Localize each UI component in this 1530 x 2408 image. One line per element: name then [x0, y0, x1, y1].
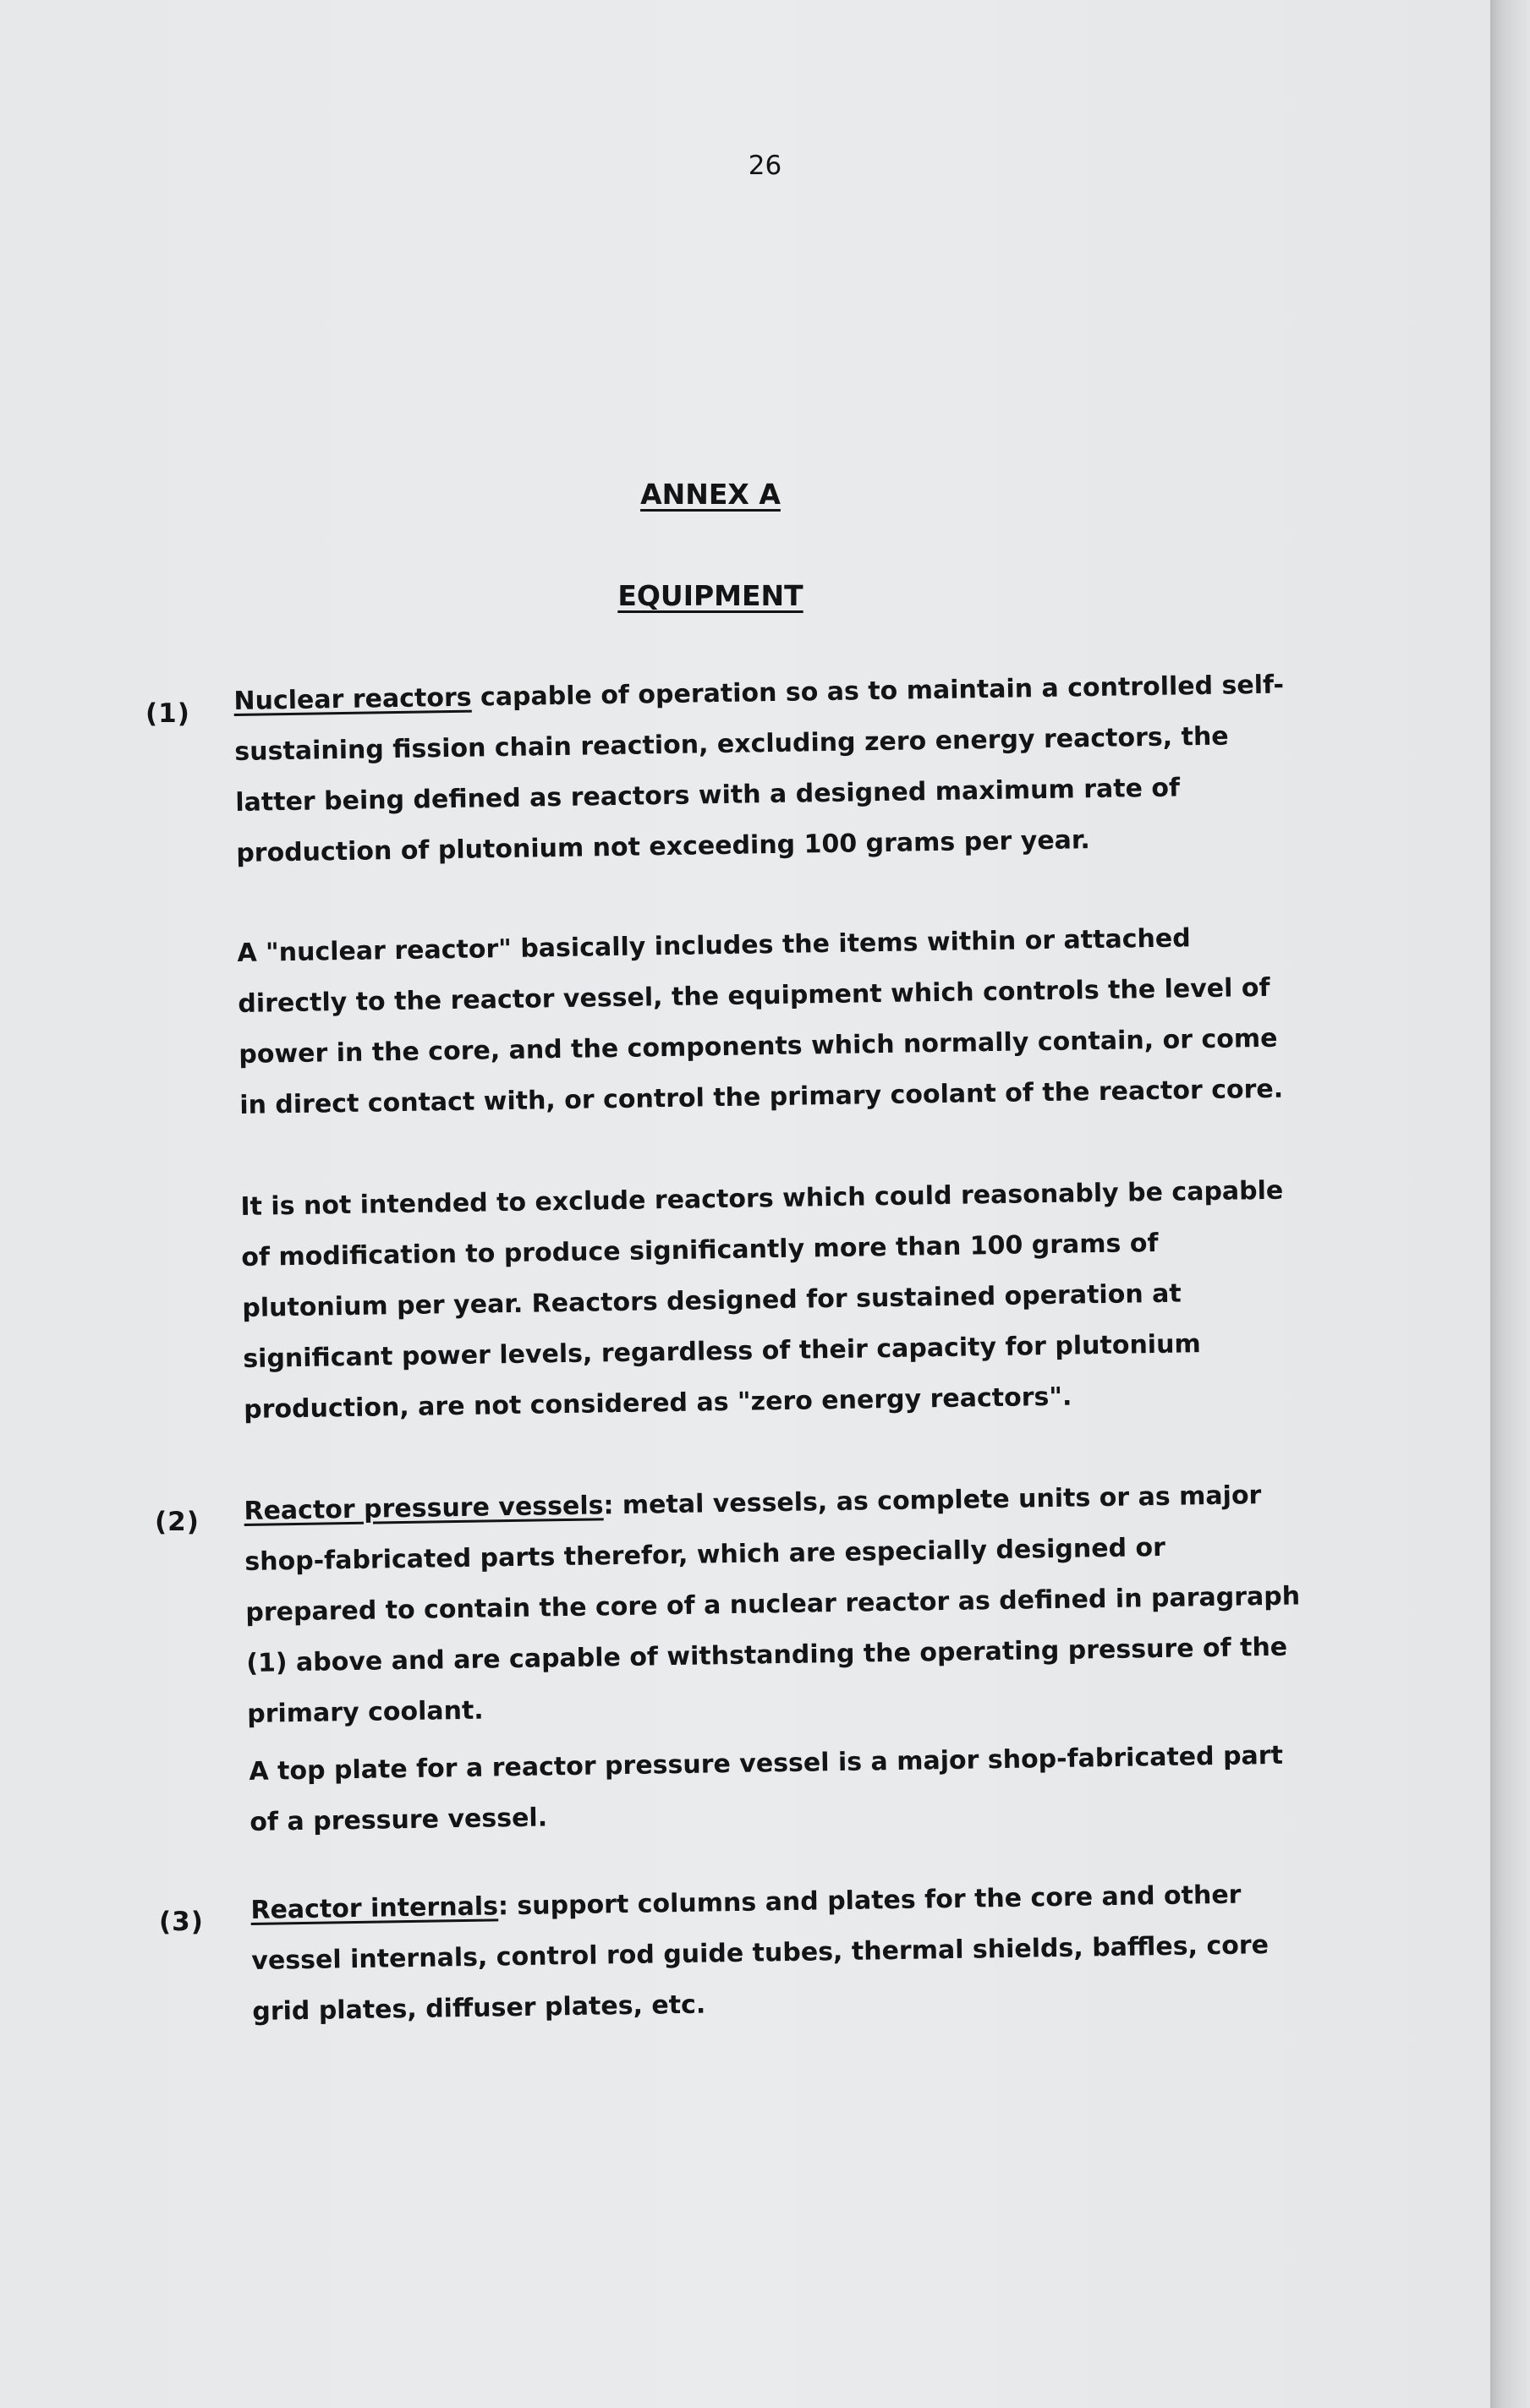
item-paragraph-2 — [244, 1469, 1305, 1740]
item-paragraph-1 — [233, 659, 1294, 879]
note-top-plate: A top plate for a reactor pressure vessel is a major shop-fabricated part of a pressure vessel. — [249, 1740, 1284, 1837]
item-term-nuclear-reactors: Nuclear reactors — [233, 682, 472, 716]
item-term-reactor-internals: Reactor internals — [250, 1891, 499, 1925]
page-edge-shadow — [1490, 0, 1530, 2408]
item-text-3: : support columns and plates for the core and other vessel internals, control rod guide tubes, thermal shields, baffles, core grid plates, diffuser plates, etc. — [251, 1880, 1270, 2027]
annex-heading: ANNEX A — [640, 478, 781, 511]
item-term-reactor-pressure-vessels: Reactor pressure vessels — [244, 1491, 604, 1526]
section-heading: EQUIPMENT — [617, 579, 803, 612]
item-number-2: (2) — [155, 1507, 200, 1537]
item-number-3: (3) — [159, 1907, 204, 1937]
item-text-2: : metal vessels, as complete units or as major shop-fabricated parts therefor, which are especially designed or prepared to contain the core of a nuclear reactor as defined in paragraph (1) above and are capable of withstanding the operating pressure of the primary coolant. — [244, 1480, 1301, 1729]
item-paragraph-3 — [250, 1869, 1310, 2038]
page-number: 26 — [748, 150, 782, 181]
item-number-1: (1) — [145, 698, 190, 729]
item-text-1: capable of operation so as to maintain a controlled self-sustaining fission chain reaction, excluding zero energy reactors, the latter being defined as reactors with a designed maximum rate of production of plutonium not exceeding 100 grams per year. — [234, 670, 1285, 868]
note-zero-energy-reactors: It is not intended to exclude reactors which could reasonably be capable of modification to produce significantly more than 100 grams of plutonium per year. Reactors designed for sustained operation at significant power levels, regardless of their capacity for plutonium production, are not considered as "zero energy reactors". — [240, 1175, 1284, 1425]
note-nuclear-reactor-definition: A "nuclear reactor" basically includes the items within or attached directly to the reactor vessel, the equipment which controls the level of power in the core, and the components which normally contain, or come in direct contact with, or control the primary coolant of the reactor core. — [237, 923, 1284, 1120]
